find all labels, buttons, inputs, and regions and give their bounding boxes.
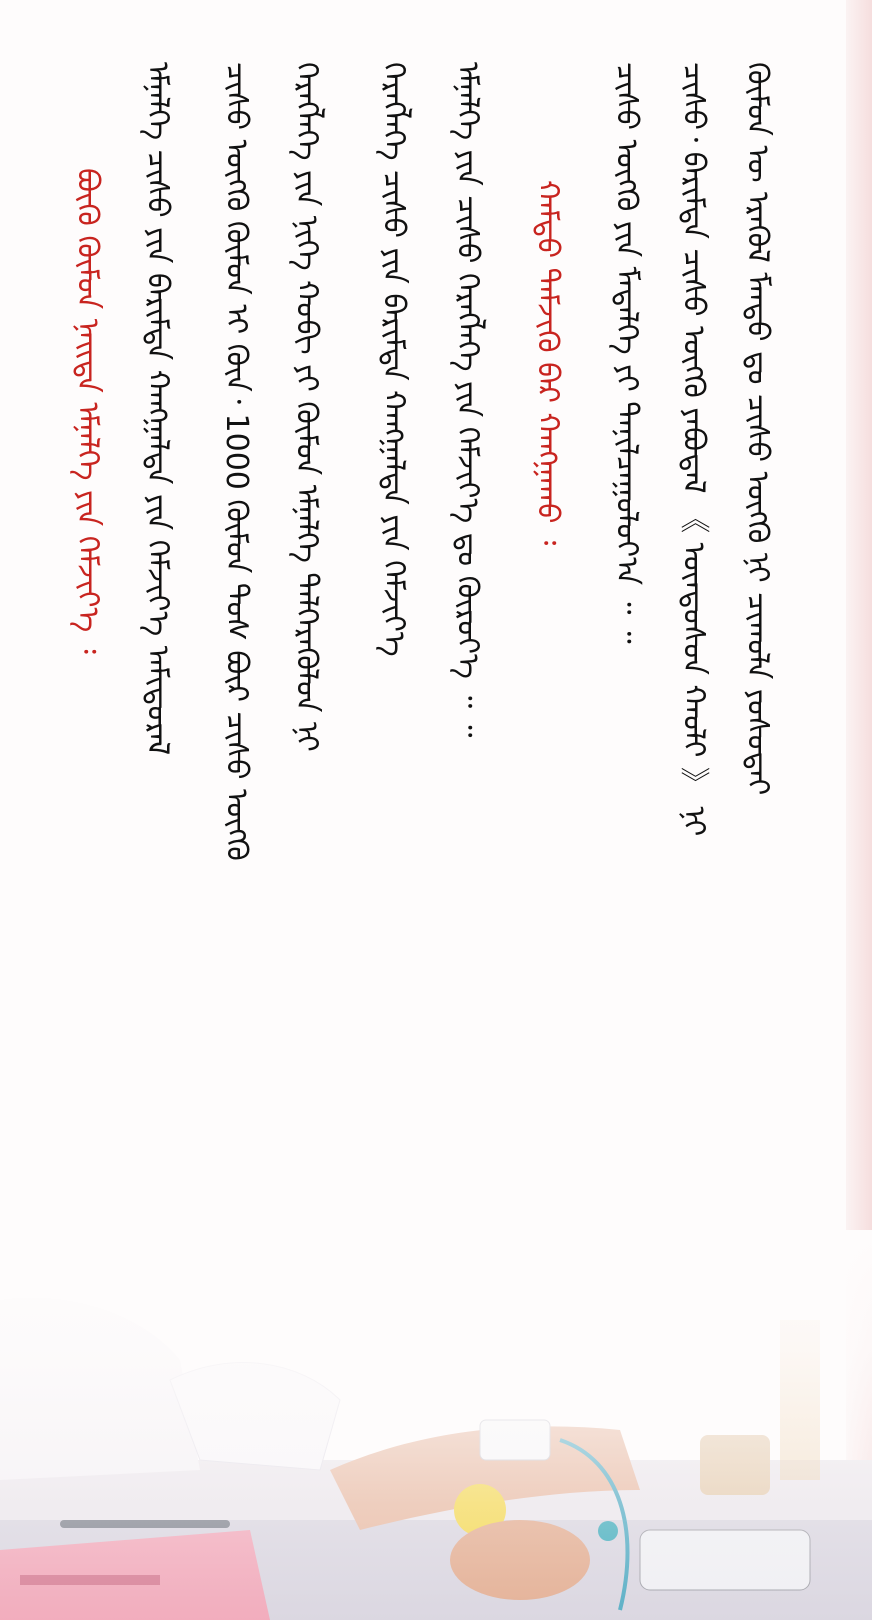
text-line-5: ᠬᠡᠷᠡᠭᠯᠡᠭᠡ ᠴᠢᠰᠤ ᠶᠢᠨ ᠪᠠᠷᠢᠮᠲᠠ ᠬᠠᠩᠭᠠᠯᠲᠠ ᠶᠢᠨ ᠬᠡᠮᠵᠢᠶ᠎ᠡ bbox=[376, 62, 411, 657]
blood-donation-photo bbox=[0, 1230, 872, 1620]
section-heading-1: ᠬᠠᠮᠲᠤ ᠳᠡᠮᠵᠢᠬᠦ ᠪᠡᠷ ᠬᠠᠩᠭᠠᠬᠤ ᠄ bbox=[530, 180, 565, 546]
text-line-8: ᠡᠮᠨᠡᠯᠭᠡ ᠴᠢᠰᠤ ᠶᠢᠨ ᠪᠠᠷᠢᠮᠲᠠ ᠬᠠᠩᠭᠠᠯᠲᠠ ᠶᠢᠨ ᠬᠡᠮᠵᠢᠶ᠎ᠡ ᠠᠮᠢᠳᠤᠷᠠᠯ bbox=[140, 62, 175, 756]
photo-illustration bbox=[0, 1230, 872, 1620]
text-line-7: ᠴᠢᠰᠤ ᠥᠭᠬᠦ ᠬᠦᠮᠦᠨ ᠢ ᠬᠦᠨ᠂ 1000 ᠬᠦᠮᠦᠨ ᠲᠤᠰ ᠪᠦᠷ ᠴᠢᠰᠤ ᠥᠭᠬᠦ bbox=[219, 62, 254, 861]
text-line-3: ᠴᠢᠰᠤ ᠥᠭᠬᠦ ᠶᠢᠨ ᠮᠡᠳᠡᠯᠭᠡ ᠶᠢ ᠲᠠᠨᠢᠯᠴᠠᠭᠤᠯᠤᠶ᠎ᠠ ᠃ ᠃ bbox=[609, 62, 644, 644]
text-line-2: ᠴᠢᠰᠤ᠂ ᠪᠠᠷᠢᠮᠲᠠ ᠴᠢᠰᠤ ᠥᠭᠬᠦ ᠶᠠᠪᠤᠳᠠᠯ 《 ᠦᠨᠳᠦᠰᠦᠨ ᠬᠠᠤᠯᠢ 》 ᠨᠢ bbox=[676, 62, 711, 837]
text-line-4: ᠡᠮᠨᠡᠯᠭᠡ ᠶᠢᠨ ᠴᠢᠰᠤ ᠬᠡᠷᠡᠭᠯᠡᠭᠡ ᠶᠢᠨ ᠬᠡᠮᠵᠢᠶ᠎ᠡ ᠳᠤ ᠬᠦᠷᠦᠶ᠎ᠡ ᠃ ᠃ bbox=[450, 62, 485, 738]
text-line-1: ᠬᠦᠮᠦᠨ ᠦ ᠡᠷᠡᠭᠦᠯ ᠮᠡᠨᠳᠦ ᠳᠤ ᠴᠢᠰᠤ ᠥᠭᠬᠦ ᠨᠢ ᠴᠢᠬᠤᠯᠠ ᠶᠤᠰᠤᠲᠠᠢ bbox=[740, 62, 775, 796]
section-heading-2: ᠪᠦᠬᠦ ᠬᠦᠮᠦᠨ ᠨᠡᠢᠳᠡ ᠡᠮᠨᠡᠯᠭᠡ ᠶᠢᠨ ᠬᠡᠮᠵᠢᠶ᠎ᠡ ᠄ bbox=[70, 168, 105, 654]
text-line-6: ᠬᠡᠷᠡᠭᠯᠡᠭᠡ ᠶᠢᠨ ᠨᠢᠭᠡ ᠬᠤᠪᠢ ᠶᠢ ᠬᠦᠮᠦᠨ ᠡᠮᠨᠡᠯᠭᠡ ᠳᠡᠯᠭᠡᠷᠡᠭᠦᠯᠦᠨ ᠨᠢ bbox=[289, 62, 324, 752]
